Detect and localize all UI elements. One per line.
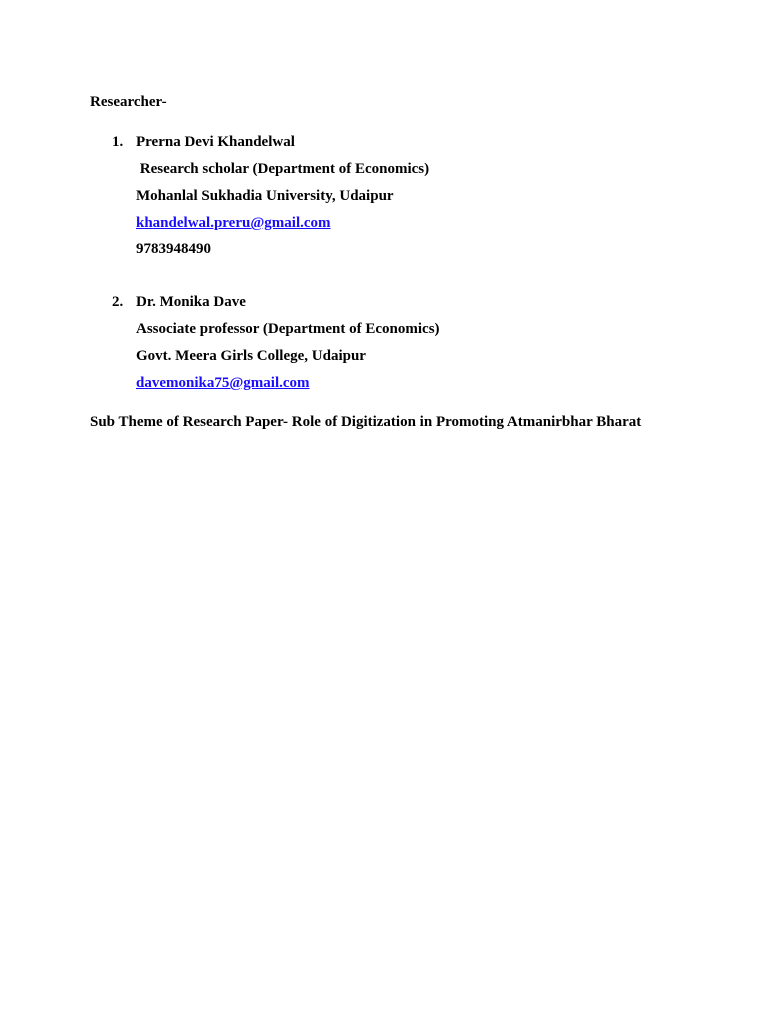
researcher-2-email-link[interactable]: davemonika75@gmail.com xyxy=(136,375,310,391)
list-number-2: 2. xyxy=(112,294,124,310)
researcher-1-phone: 9783948490 xyxy=(136,241,211,257)
list-number-1: 1. xyxy=(112,134,124,150)
researcher-1-email-link[interactable]: khandelwal.preru@gmail.com xyxy=(136,215,331,231)
researcher-1-institution: Mohanlal Sukhadia University, Udaipur xyxy=(136,188,394,204)
researcher-1-title: Research scholar (Department of Economics) xyxy=(136,161,430,177)
researcher-1-name: Prerna Devi Khandelwal xyxy=(136,134,295,150)
researcher-2-title: Associate professor (Department of Economics) xyxy=(136,321,440,337)
researcher-2-name: Dr. Monika Dave xyxy=(136,294,246,310)
sub-theme: Sub Theme of Research Paper- Role of Digitization in Promoting Atmanirbhar Bharat xyxy=(90,414,642,430)
researcher-heading: Researcher- xyxy=(90,94,167,110)
researcher-2-institution: Govt. Meera Girls College, Udaipur xyxy=(136,348,366,364)
